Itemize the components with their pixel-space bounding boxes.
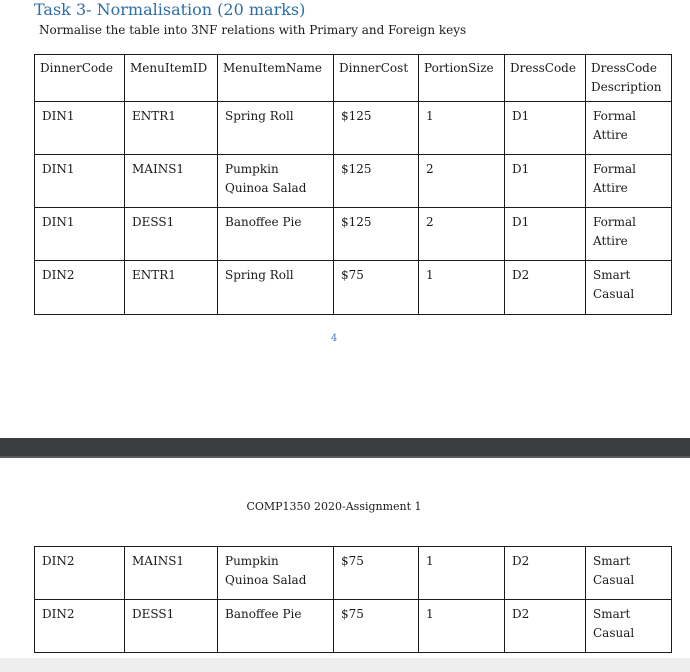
document-header: COMP1350 2020-Assignment 1 [246, 500, 422, 513]
column-header: PortionSize [419, 55, 505, 102]
task-instructions: Normalise the table into 3NF relations with Primary and Foreign keys [39, 23, 467, 37]
table-cell: DIN2 [35, 547, 125, 600]
table-cell: Formal Attire [586, 102, 672, 155]
table-row [35, 261, 672, 315]
table-cell: D2 [505, 600, 586, 653]
table-cell: DIN1 [35, 155, 125, 208]
task-title: Task 3- Normalisation (20 marks) [34, 0, 306, 19]
table-cell: Smart Casual [586, 261, 672, 315]
table-cell: 1 [419, 261, 505, 315]
table-cell: MAINS1 [125, 155, 218, 208]
table-cell: ENTR1 [125, 261, 218, 315]
table-cell: MAINS1 [125, 547, 218, 600]
table-cell: DIN1 [35, 208, 125, 261]
data-table-page-1 [34, 54, 672, 315]
table-row [35, 102, 672, 155]
table-cell: 1 [419, 102, 505, 155]
table-cell: Pumpkin Quinoa Salad [218, 155, 334, 208]
table-cell: DIN1 [35, 102, 125, 155]
table-header-row [35, 55, 672, 102]
table-cell: $125 [334, 155, 419, 208]
column-header: DinnerCost [334, 55, 419, 102]
table-cell: D2 [505, 547, 586, 600]
page-bottom-shadow [0, 658, 690, 672]
table-cell: $125 [334, 208, 419, 261]
page-separator [0, 438, 690, 458]
table-row [35, 208, 672, 261]
table-cell: DESS1 [125, 600, 218, 653]
table-cell: Formal Attire [586, 208, 672, 261]
table-row [35, 600, 672, 653]
table-row [35, 155, 672, 208]
table-cell: Smart Casual [586, 547, 672, 600]
table-cell: Banoffee Pie [218, 600, 334, 653]
column-header: DressCode [505, 55, 586, 102]
table-cell: Pumpkin Quinoa Salad [218, 547, 334, 600]
column-header: DressCode Description [586, 55, 672, 102]
column-header: DinnerCode [35, 55, 125, 102]
table-cell: Smart Casual [586, 600, 672, 653]
table-cell: 1 [419, 547, 505, 600]
table-cell: DIN2 [35, 600, 125, 653]
column-header: MenuItemID [125, 55, 218, 102]
table-cell: Banoffee Pie [218, 208, 334, 261]
table-cell: Formal Attire [586, 155, 672, 208]
table-cell: D1 [505, 102, 586, 155]
page-number: 4 [330, 333, 338, 344]
table-cell: 2 [419, 208, 505, 261]
column-header: MenuItemName [218, 55, 334, 102]
table-cell: $75 [334, 547, 419, 600]
data-table-page-2 [34, 546, 672, 653]
table-cell: 2 [419, 155, 505, 208]
table-row [35, 547, 672, 600]
table-cell: DIN2 [35, 261, 125, 315]
table-cell: D1 [505, 208, 586, 261]
table-cell: $125 [334, 102, 419, 155]
table-cell: Spring Roll [218, 102, 334, 155]
table-cell: D1 [505, 155, 586, 208]
table-cell: $75 [334, 600, 419, 653]
table-cell: Spring Roll [218, 261, 334, 315]
table-cell: $75 [334, 261, 419, 315]
table-cell: DESS1 [125, 208, 218, 261]
table-cell: 1 [419, 600, 505, 653]
table-cell: ENTR1 [125, 102, 218, 155]
table-cell: D2 [505, 261, 586, 315]
